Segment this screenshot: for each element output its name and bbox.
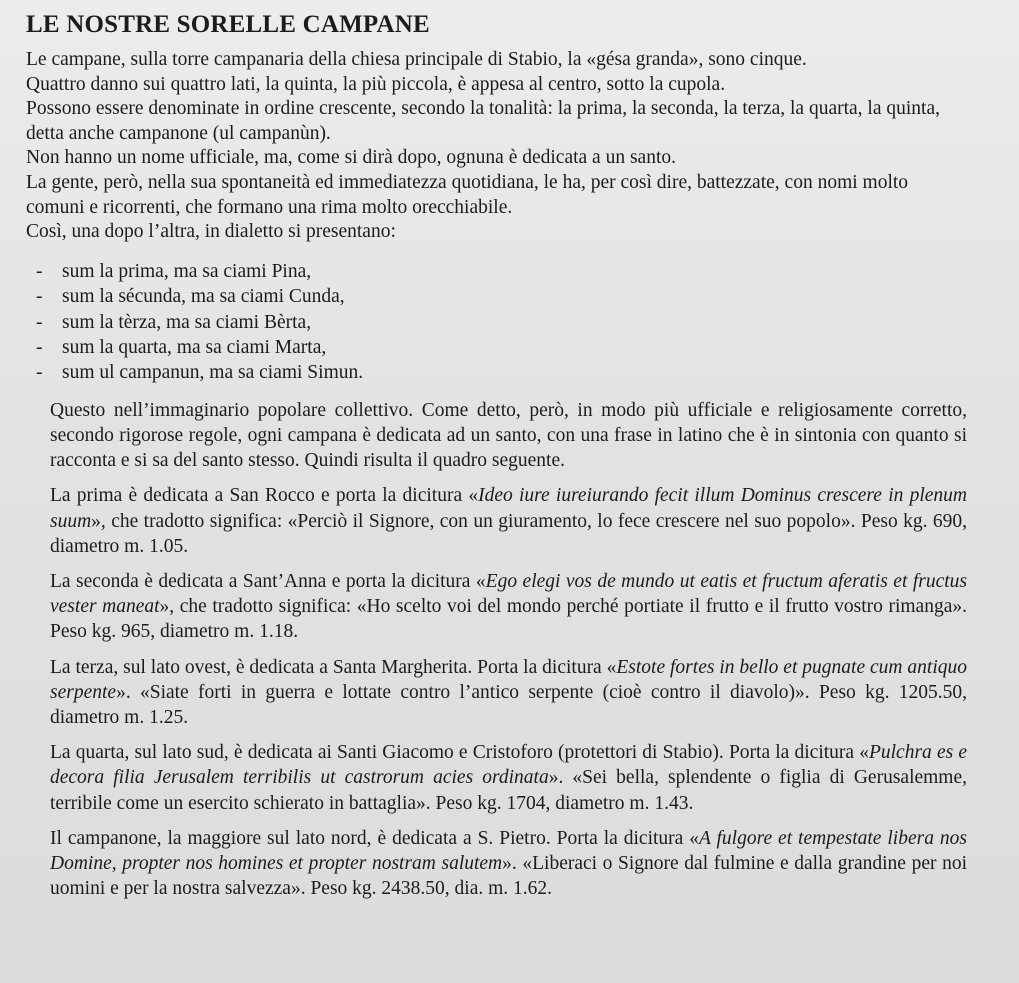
list-item — [26, 335, 967, 360]
document-title: LE NOSTRE SORELLE CAMPANE — [26, 11, 430, 38]
paragraph-text: Il campanone, la maggiore sul lato nord, è dedicata a S. Pietro. Porta la dicitura « — [50, 827, 699, 849]
bell-rhyme-list — [26, 259, 967, 386]
paragraph-text: », che tradotto significa: «Perciò il Signore, con un giuramento, lo fece crescere nel suo popolo». Peso kg. 690, diametro m. 1.05. — [50, 510, 967, 557]
list-item — [26, 360, 967, 385]
paragraph-saints-intro: Questo nell’immaginario popolare collettivo. Come detto, però, in modo più ufficiale e religiosamente corretto, secondo rigorose regole, ogni campana è dedicata ad un santo, con una frase in latino che è in sintonia con quanto si racconta e si sa del santo stesso. Quindi risulta il quadro seguente. — [50, 399, 967, 472]
intro-line: Quattro danno sui quattro lati, la quinta, la più piccola, è appesa al centro, sotto la cupola. — [26, 73, 726, 95]
paragraph-text: ». «Liberaci o Signore dal fulmine e dalla grandine per noi uomini e per la nostra salvezza». Peso kg. 2438.50, dia. m. 1.62. — [50, 853, 967, 900]
latin-inscription: A fulgore et tempestate libera nos Domine, propter nos homines et propter nostram salutem — [50, 827, 967, 875]
paragraph-first-bell — [50, 483, 967, 559]
paragraph-text: La prima è dedicata a San Rocco e porta la dicitura « — [50, 485, 479, 507]
bell-rhyme: sum ul campanun, ma sa ciami Simun. — [62, 362, 364, 384]
paragraph-text: », che tradotto significa: «Ho scelto voi del mondo perché portiate il frutto e il frutto vostro rimanga». Peso kg. 965, diametro m. 1.18. — [50, 596, 967, 643]
latin-inscription: Ego elegi vos de mundo ut eatis et fructum aferatis et fructus vester maneat — [50, 571, 967, 618]
paragraph-campanone — [50, 826, 967, 902]
paragraph-text: La terza, sul lato ovest, è dedicata a Santa Margherita. Porta la dicitura « — [50, 656, 617, 678]
intro-line: Così, una dopo l’altra, in dialetto si presentano: — [26, 221, 396, 243]
latin-inscription: Estote fortes in bello et pugnate cum antiquo serpente — [50, 656, 967, 703]
bell-rhyme: sum la prima, ma sa ciami Pina, — [62, 260, 312, 282]
paragraph-text: La seconda è dedicata a Sant’Anna e porta la dicitura « — [50, 571, 486, 592]
intro-line: Non hanno un nome ufficiale, ma, come si dirà dopo, ognuna è dedicata a un santo. — [26, 147, 676, 169]
paragraph-fourth-bell — [50, 740, 967, 816]
paragraph-text: La quarta, sul lato sud, è dedicata ai Santi Giacomo e Cristoforo (protettori di Stabio). Porta la dicitura « — [50, 742, 869, 764]
list-item — [26, 310, 967, 335]
bell-rhyme: sum la sécunda, ma sa ciami Cunda, — [62, 286, 345, 308]
latin-inscription: Pulchra es e decora filia Jerusalem terribilis ut castrorum acies ordinata — [50, 742, 968, 789]
paragraph-second-bell — [50, 569, 967, 645]
list-item — [26, 259, 967, 284]
intro-line: La gente, però, nella sua spontaneità ed immediatezza quotidiana, le ha, per così dire, battezzate, con nomi molto comuni e ricorrenti, che formano una rima molto orecchiabile. — [26, 171, 909, 218]
latin-inscription: Ideo iure iureiurando fecit illum Dominus crescere in plenum suum — [50, 485, 967, 532]
list-item — [26, 284, 967, 309]
bell-rhyme: sum la tèrza, ma sa ciami Bèrta, — [62, 311, 312, 333]
intro-text — [26, 48, 967, 245]
paragraph-text: ». «Sei bella, splendente o figlia di Gerusalemme, terribile come un esercito schierato in battaglia». Peso kg. 1704, diametro m. 1.43. — [50, 767, 968, 814]
paragraph-text: ». «Siate forti in guerra e lottate contro l’antico serpente (cioè contro il diavolo)». Peso kg. 1205.50, diametro m. 1.25. — [50, 681, 967, 729]
intro-line: Le campane, sulla torre campanaria della chiesa principale di Stabio, la «gésa granda», sono cinque. — [26, 49, 807, 70]
paragraph-third-bell — [50, 655, 967, 731]
bell-rhyme: sum la quarta, ma sa ciami Marta, — [62, 336, 327, 358]
intro-line: Possono essere denominate in ordine crescente, secondo la tonalità: la prima, la seconda, la terza, la quarta, la quinta, detta anche campanone (ul campanùn). — [26, 98, 940, 144]
